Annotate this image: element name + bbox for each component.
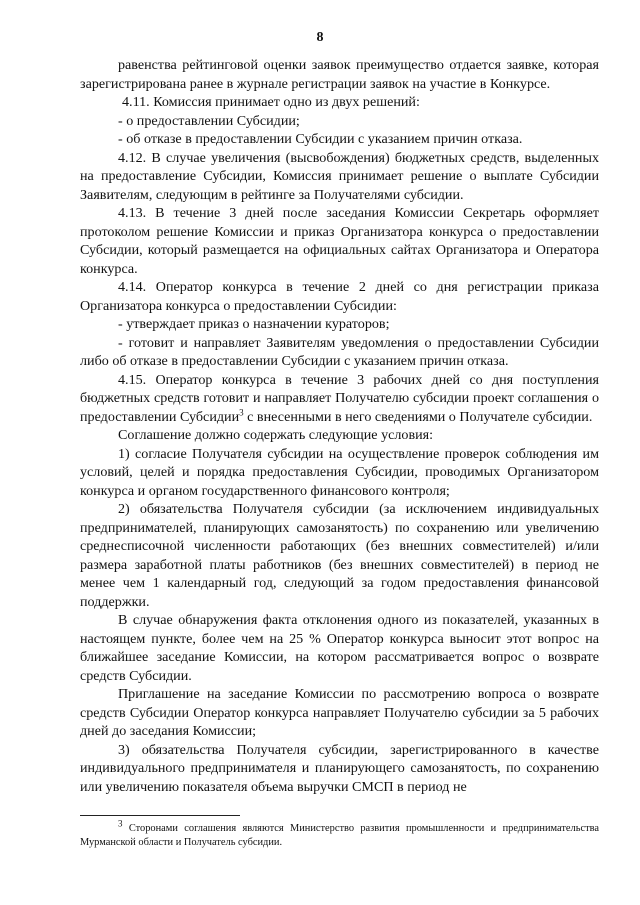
page-number: 8 — [316, 30, 324, 45]
footnote-marker: 3 — [118, 818, 123, 829]
list-item: - утверждает приказ о назначении кураторов; — [118, 316, 390, 332]
footnote-paragraph — [80, 818, 599, 850]
paragraph: 1) согласие Получателя субсидии на осуществление проверок соблюдения им условий, целей и порядка предоставления Субсидии, проводимых Организатором конкурса и органом государственного финансового контроля; — [80, 445, 599, 499]
paragraph: 3) обязательства Получателя субсидии, зарегистрированного в качестве индивидуального предпринимателя и планирующего самозанятость, по сохранению или увеличению показателя объема выручки СМСП в период не — [80, 741, 599, 795]
document-body — [80, 56, 599, 796]
paragraph: 4.12. В случае увеличения (высвобождения) бюджетных средств, выделенных на предоставление Субсидии, Комиссия принимает решение о выплате Субсидии Заявителям, следующим в рейтинге за Получателями субсидии. — [80, 149, 599, 203]
paragraph: 4.14. Оператор конкурса в течение 2 дней со дня регистрации приказа Организатора конкурса о предоставлении Субсидии: — [80, 279, 599, 314]
paragraph: Приглашение на заседание Комиссии по рассмотрению вопроса о возврате средств Субсидии Оператор конкурса направляет Получателю субсидии за 5 рабочих дней до заседания Комиссии; — [80, 686, 599, 739]
footnote-divider — [80, 815, 240, 816]
footnote-text: Сторонами соглашения являются Министерство развития промышленности и предпринимательства Мурманской области и Получатель субсидии. — [80, 823, 599, 848]
paragraph — [80, 371, 599, 427]
paragraph-text: 4.15. Оператор конкурса в течение 3 рабочих дней со дня поступления бюджетных средств готовит и направляет Получателю субсидии проект соглашения о предоставлении Субсидии — [80, 371, 599, 425]
paragraph: равенства рейтинговой оценки заявок преимущество отдается заявке, которая зарегистрирована ранее в журнале регистрации заявок на участие в Конкурсе. — [80, 57, 599, 92]
paragraph: Соглашение должно содержать следующие условия: — [118, 427, 434, 443]
footnote-ref: 3 — [239, 406, 244, 417]
paragraph-text: с внесенными в него сведениями о Получателе субсидии. — [243, 408, 593, 425]
list-item: - готовит и направляет Заявителям уведомления о предоставлении Субсидии либо об отказе в предоставлении Субсидии с указанием причин отказа. — [80, 334, 599, 369]
paragraph: 2) обязательства Получателя субсидии (за исключением индивидуальных предпринимателей, планирующих самозанятость) по сохранению или увеличению среднесписочной численности работающих (без внешних совместителей) и/или размера заработной платы работников (без внешних совместителей) в период не менее чем 1 календарный год, следующий за годом предоставления финансовой поддержки. — [80, 501, 599, 610]
list-item: - о предоставлении Субсидии; — [118, 112, 300, 129]
paragraph: В случае обнаружения факта отклонения одного из показателей, указанных в настоящем пункте, более чем на 25 % Оператор конкурса выносит этот вопрос на ближайшее заседание Комиссии, на котором рассматривается вопрос о возврате средств Субсидии. — [80, 612, 599, 684]
footnote — [80, 818, 599, 850]
paragraph: 4.11. Комиссия принимает одно из двух решений: — [122, 94, 420, 110]
paragraph: 4.13. В течение 3 дней после заседания Комиссии Секретарь оформляет протоколом решение Комиссии и приказ Организатора конкурса о предоставлении Субсидии, который размещается на официальных сайтах Организатора и Оператора конкурса. — [80, 205, 599, 277]
list-item: - об отказе в предоставлении Субсидии с указанием причин отказа. — [118, 131, 523, 147]
